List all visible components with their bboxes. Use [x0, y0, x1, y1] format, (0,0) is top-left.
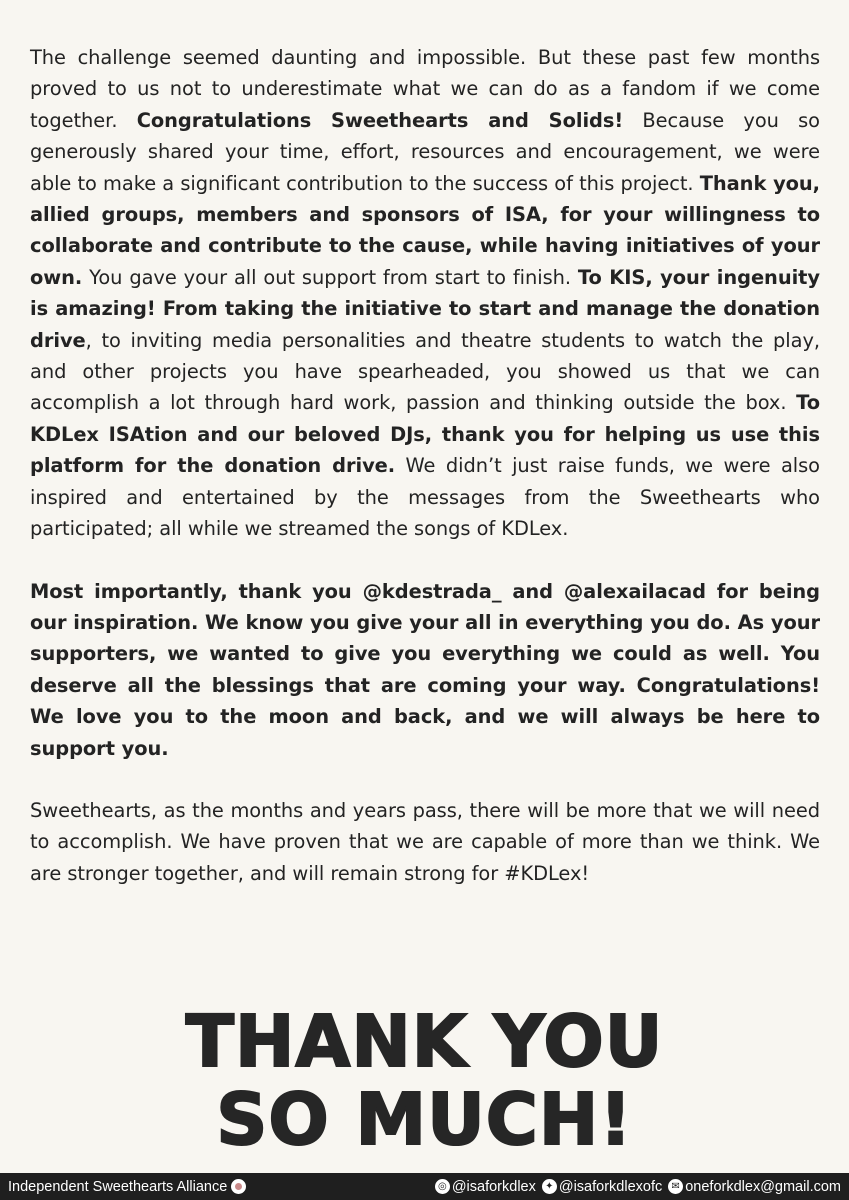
bold-text-run: To KIS, your ingenuity is amazing! From taking the initiative to start and manage the donation drive — [30, 265, 820, 352]
paragraph-gap — [30, 545, 820, 576]
instagram-handle: @isaforkdlex — [451, 1178, 536, 1195]
text-run: Because you so generously shared your time, effort, resources and encouragement, we were able to make a significant contribution to the success of this project. — [30, 108, 820, 195]
thank-you-heading — [0, 1000, 849, 1161]
email-link[interactable] — [668, 1179, 841, 1195]
bold-text-run: Thank you, allied groups, members and sponsors of ISA, for your willingness to collaborate and contribute to the cause, while having initiatives of your own. — [30, 171, 820, 289]
bold-text-run: To KDLex ISAtion and our beloved DJs, thank you for helping us use this platform for the donation drive. — [30, 391, 820, 478]
footer-bar — [0, 1173, 849, 1200]
instagram-icon: ◎ — [435, 1179, 450, 1194]
bold-text-run: Most importantly, thank you @kdestrada_ and @alexailacad for being our inspiration. We know you give your all in everything you do. As your supporters, we wanted to give you everything we could as well. You deserve all the blessings that are coming your way. Congratulations! We love you to the moon and back, and we will always be here to support you. — [30, 579, 820, 760]
paragraph-3 — [30, 795, 820, 889]
footer-left — [8, 1179, 246, 1195]
footer-contacts — [429, 1179, 841, 1195]
thank-you-line-2: SO MUCH! — [216, 1078, 633, 1161]
twitter-handle: @isaforkdlexofc — [558, 1178, 663, 1195]
text-run: We didn’t just raise funds, we were also inspired and entertained by the messages from the Sweethearts who participated; all while we streamed the songs of KDLex. — [30, 454, 820, 541]
twitter-icon: ✦ — [542, 1179, 557, 1194]
text-run: Sweethearts, as the months and years pass, there will be more that we will need to accomplish. We have proven that we are capable of more than we think. We are stronger together, and will remain strong for #KDLex! — [30, 798, 820, 885]
instagram-link[interactable] — [435, 1179, 536, 1195]
bold-text-run: Congratulations Sweethearts and Solids! — [136, 108, 624, 132]
letter-body — [30, 42, 820, 889]
paragraph-gap — [30, 764, 820, 795]
thank-you-line-1: THANK YOU — [185, 1000, 664, 1083]
text-run: You gave your all out support from start to finish. — [82, 265, 578, 289]
twitter-link[interactable] — [542, 1179, 662, 1195]
email-icon: ✉ — [668, 1179, 683, 1194]
email-address: oneforkdlex@gmail.com — [685, 1178, 841, 1195]
isa-logo-icon — [231, 1179, 246, 1194]
text-run: The challenge seemed daunting and impossible. But these past few months proved to us not to underestimate what we can do as a fandom if we come together. — [30, 46, 820, 132]
text-run: , to inviting media personalities and theatre students to watch the play, and other projects you have spearheaded, you showed us that we can accomplish a lot through hard work, passion and thinking outside the box. — [30, 328, 820, 415]
paragraph-1 — [30, 42, 820, 545]
paragraph-2 — [30, 576, 820, 764]
org-name: Independent Sweethearts Alliance — [8, 1178, 228, 1195]
